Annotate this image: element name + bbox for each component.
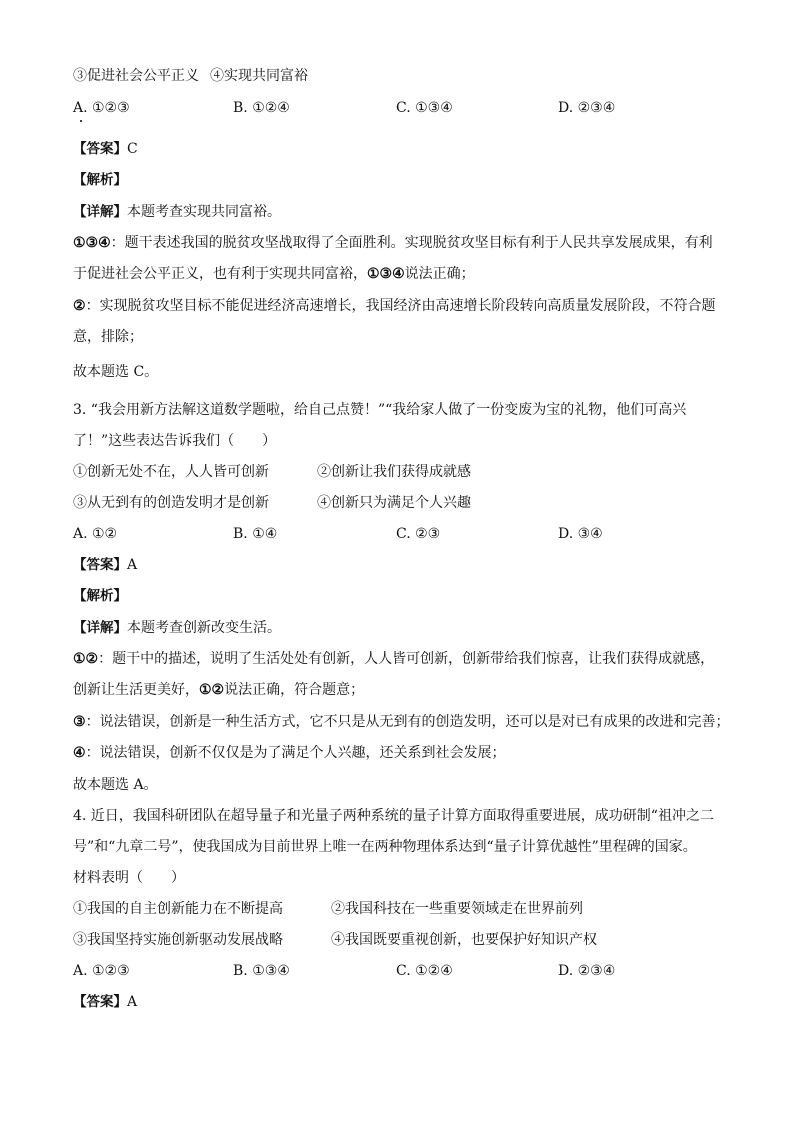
q2-conclusion: 故本题选 C。 <box>73 364 159 380</box>
q2-answer: C <box>127 141 138 157</box>
q2-explain-1-text: ：题干表述我国的脱贫攻坚战取得了全面胜利。实现脱贫攻坚目标有利于人民共享发展成果，有利 <box>110 235 713 251</box>
q2-explain-1-line2 <box>73 264 475 284</box>
detail-tag: 【详解】 <box>73 620 127 636</box>
q3-explain-3-label: ③ <box>73 714 86 730</box>
q3-explain-3-text: ：说法错误，创新是一种生活方式，它不只是从无到有的创造发明，还可以是对已有成果的改进和完善； <box>85 714 730 730</box>
q3-option-b: B. ①④ <box>233 526 278 542</box>
q4-answer: A <box>127 994 138 1010</box>
q3-statement-1: ①创新无处不在，人人皆可创新 <box>73 464 269 480</box>
q2-statement-3: ③促进社会公平正义 <box>73 68 199 84</box>
q2-option-b: B. ①②④ <box>233 100 290 116</box>
q3-detail-line <box>73 618 281 638</box>
q3-explain-1-text3: 说法正确，符合题意； <box>224 682 365 698</box>
q3-option-d: D. ③④ <box>558 526 603 542</box>
q3-detail-intro: 本题考查创新改变生活。 <box>127 620 281 636</box>
q3-explain-4-text: ：说法错误，创新不仅仅是为了满足个人兴趣，还关系到社会发展； <box>85 745 506 761</box>
q4-stem-line1: 4. 近日，我国科研团队在超导量子和光量子两种系统的量子计算方面取得重要进展，成功研制“祖冲之二 <box>73 808 714 824</box>
q3-option-c: C. ②③ <box>396 526 441 542</box>
stray-dot <box>80 120 82 122</box>
q2-explain-2-line1 <box>73 296 716 316</box>
q2-explain-2-line2: 意，排除； <box>73 329 143 345</box>
q3-explain-1-line2 <box>73 680 364 700</box>
q3-explain-4-label: ④ <box>73 745 86 761</box>
q4-stem-line2: 号”和“九章二号”，使我国成为目前世界上唯一在两种物理体系达到“量子计算优越性”里程碑的国家。 <box>73 839 697 855</box>
q2-option-a: A. ①②③ <box>73 100 130 116</box>
q3-explain-1-label2: ①② <box>199 682 225 698</box>
q4-option-d: D. ②③④ <box>558 963 616 979</box>
q2-explain-1-text2: 于促进社会公平正义，也有利于实现共同富裕， <box>73 266 367 282</box>
q4-statement-3: ③我国坚持实施创新驱动发展战略 <box>73 932 283 948</box>
q2-statement-4: ④实现共同富裕 <box>210 68 308 84</box>
q2-explain-1-text3: 说法正确； <box>404 266 475 282</box>
q3-analysis-tag: 【解析】 <box>73 588 127 604</box>
q4-statement-2: ②我国科技在一些重要领域走在世界前列 <box>331 901 583 917</box>
q2-detail-intro: 本题考查实现共同富裕。 <box>127 204 281 220</box>
q3-option-a: A. ①② <box>73 526 118 542</box>
q3-statement-4: ④创新只为满足个人兴趣 <box>317 495 471 511</box>
q2-analysis-tag: 【解析】 <box>73 172 127 188</box>
answer-tag: 【答案】 <box>73 141 127 157</box>
q4-answer-line <box>73 992 137 1012</box>
q3-explain-1-text: ：题干中的描述，说明了生活处处有创新，人人皆可创新，创新带给我们惊喜，让我们获得成就感， <box>98 651 715 667</box>
q3-explain-1-label: ①② <box>73 651 99 667</box>
q3-statement-2: ②创新让我们获得成就感 <box>317 464 471 480</box>
q3-stem-line1: 3. “我会用新方法解这道数学题啦，给自己点赞！”“我给家人做了一份变废为宝的礼物，他们可高兴 <box>73 402 687 418</box>
q3-stem-line2: 了！”这些表达告诉我们（ ） <box>73 433 277 449</box>
q4-option-c: C. ①②④ <box>396 963 453 979</box>
q3-answer-line <box>73 555 137 575</box>
q2-option-d: D. ②③④ <box>558 100 616 116</box>
q2-detail-line <box>73 202 281 222</box>
q4-option-a: A. ①②③ <box>73 963 130 979</box>
answer-tag: 【答案】 <box>73 557 127 573</box>
q3-conclusion: 故本题选 A。 <box>73 777 158 793</box>
q2-explain-1-label: ①③④ <box>73 235 111 251</box>
answer-tag: 【答案】 <box>73 994 127 1010</box>
q3-answer: A <box>127 557 138 573</box>
q2-option-c: C. ①③④ <box>396 100 453 116</box>
q2-explain-2-text: ：实现脱贫攻坚目标不能促进经济高速增长，我国经济由高速增长阶段转向高质量发展阶段，不符合题 <box>85 298 716 314</box>
q2-explain-1-line1 <box>73 233 713 253</box>
q2-explain-2-label: ② <box>73 298 86 314</box>
q4-option-b: B. ①③④ <box>233 963 290 979</box>
q4-statement-1: ①我国的自主创新能力在不断提高 <box>73 901 283 917</box>
detail-tag: 【详解】 <box>73 204 127 220</box>
q2-explain-1-label2: ①③④ <box>367 266 405 282</box>
q3-explain-1-text2: 创新让生活更美好， <box>73 682 199 698</box>
q2-answer-line <box>73 139 138 159</box>
q4-stem-line3: 材料表明（ ） <box>73 870 185 886</box>
q4-statement-4: ④我国既要重视创新，也要保护好知识产权 <box>331 932 597 948</box>
q3-explain-4 <box>73 743 506 763</box>
q3-explain-3 <box>73 712 730 732</box>
q3-statement-3: ③从无到有的创造发明才是创新 <box>73 495 269 511</box>
q3-explain-1-line1 <box>73 649 714 669</box>
